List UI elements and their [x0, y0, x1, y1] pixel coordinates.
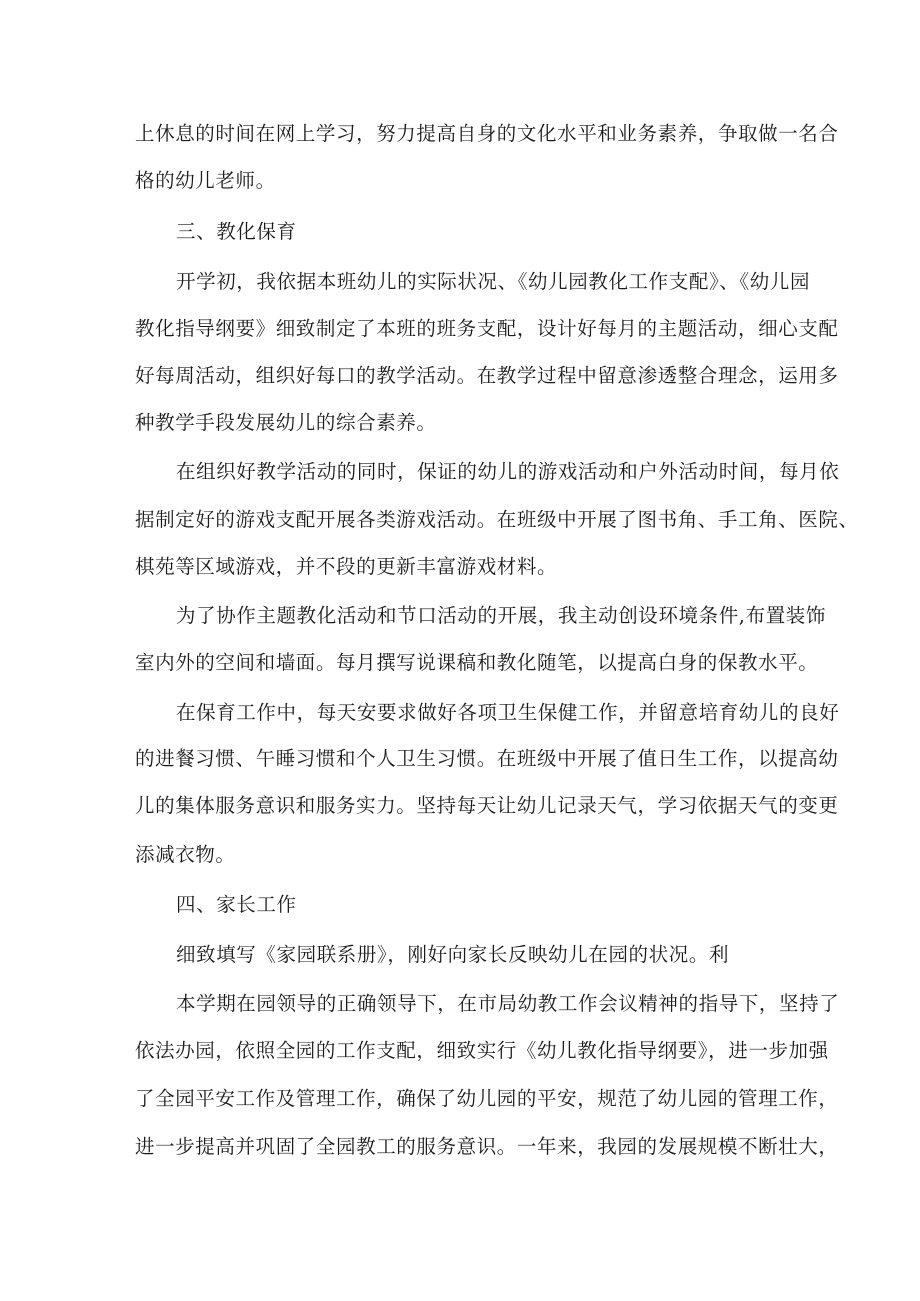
text-line: 进一步提高并巩固了全园教工的服务意识。一年来，我园的发展规模不断壮大，: [135, 1135, 839, 1158]
text-line: 室内外的空间和墙面。每月撰写说课稿和教化随笔，以提高白身的保教水平。: [135, 651, 819, 674]
text-line: 好每周活动，组织好每口的教学活动。在教学过程中留意渗透整合理念，运用多: [135, 364, 839, 387]
text-line: 上休息的时间在网上学习，努力提高自身的文化水平和业务素养，争取做一名合: [135, 122, 839, 145]
text-line: 为了协作主题教化活动和节口活动的开展，我主动创设环境条件,布置装饰: [176, 604, 826, 627]
text-line: 添减衣物。: [135, 843, 236, 866]
text-line: 在保育工作中，每天安要求做好各项卫生保健工作，并留意培育幼儿的良好: [176, 701, 840, 724]
text-line: 了全园平安工作及管理工作，确保了幼儿园的平安，规范了幼儿园的管理工作，: [135, 1087, 839, 1110]
section-heading: 三、教化保育: [176, 220, 297, 243]
text-line: 棋苑等区域游戏，并不段的更新丰富游戏材料。: [135, 555, 558, 578]
section-heading: 四、家长工作: [176, 893, 297, 916]
text-line: 依法办园，依照全园的工作支配，细致实行《幼儿教化指导纲要》，进一步加强: [135, 1039, 829, 1062]
text-line: 本学期在园领导的正确领导下，在市局幼教工作会议精神的指导下，坚持了: [176, 992, 840, 1015]
text-line: 种教学手段发展幼儿的综合素养。: [135, 411, 437, 434]
text-line: 儿的集体服务意识和服务实力。坚持每天让幼儿记录天气，学习依据天气的变更: [135, 794, 839, 817]
text-line: 据制定好的游戏支配开展各类游戏活动。在班级中开展了图书角、手工角、医院、: [135, 508, 859, 531]
text-line: 教化指导纲要》细致制定了本班的班务支配，设计好每月的主题活动，细心支配: [135, 317, 839, 340]
text-line: 格的幼儿老师。: [135, 169, 276, 192]
text-line: 在组织好教学活动的同时，保证的幼儿的游戏活动和户外活动时间，每月依: [176, 460, 840, 483]
text-line: 的进餐习惯、午睡习惯和个人卫生习惯。在班级中开展了值日生工作，以提高幼: [135, 747, 839, 770]
text-line: 开学初，我依据本班幼儿的实际状况、《幼儿园教化工作支配》、《幼儿园: [176, 270, 811, 293]
text-line: 细致填写《家园联系册》，刚好向家长反映幼儿在园的状况。利: [176, 943, 730, 966]
